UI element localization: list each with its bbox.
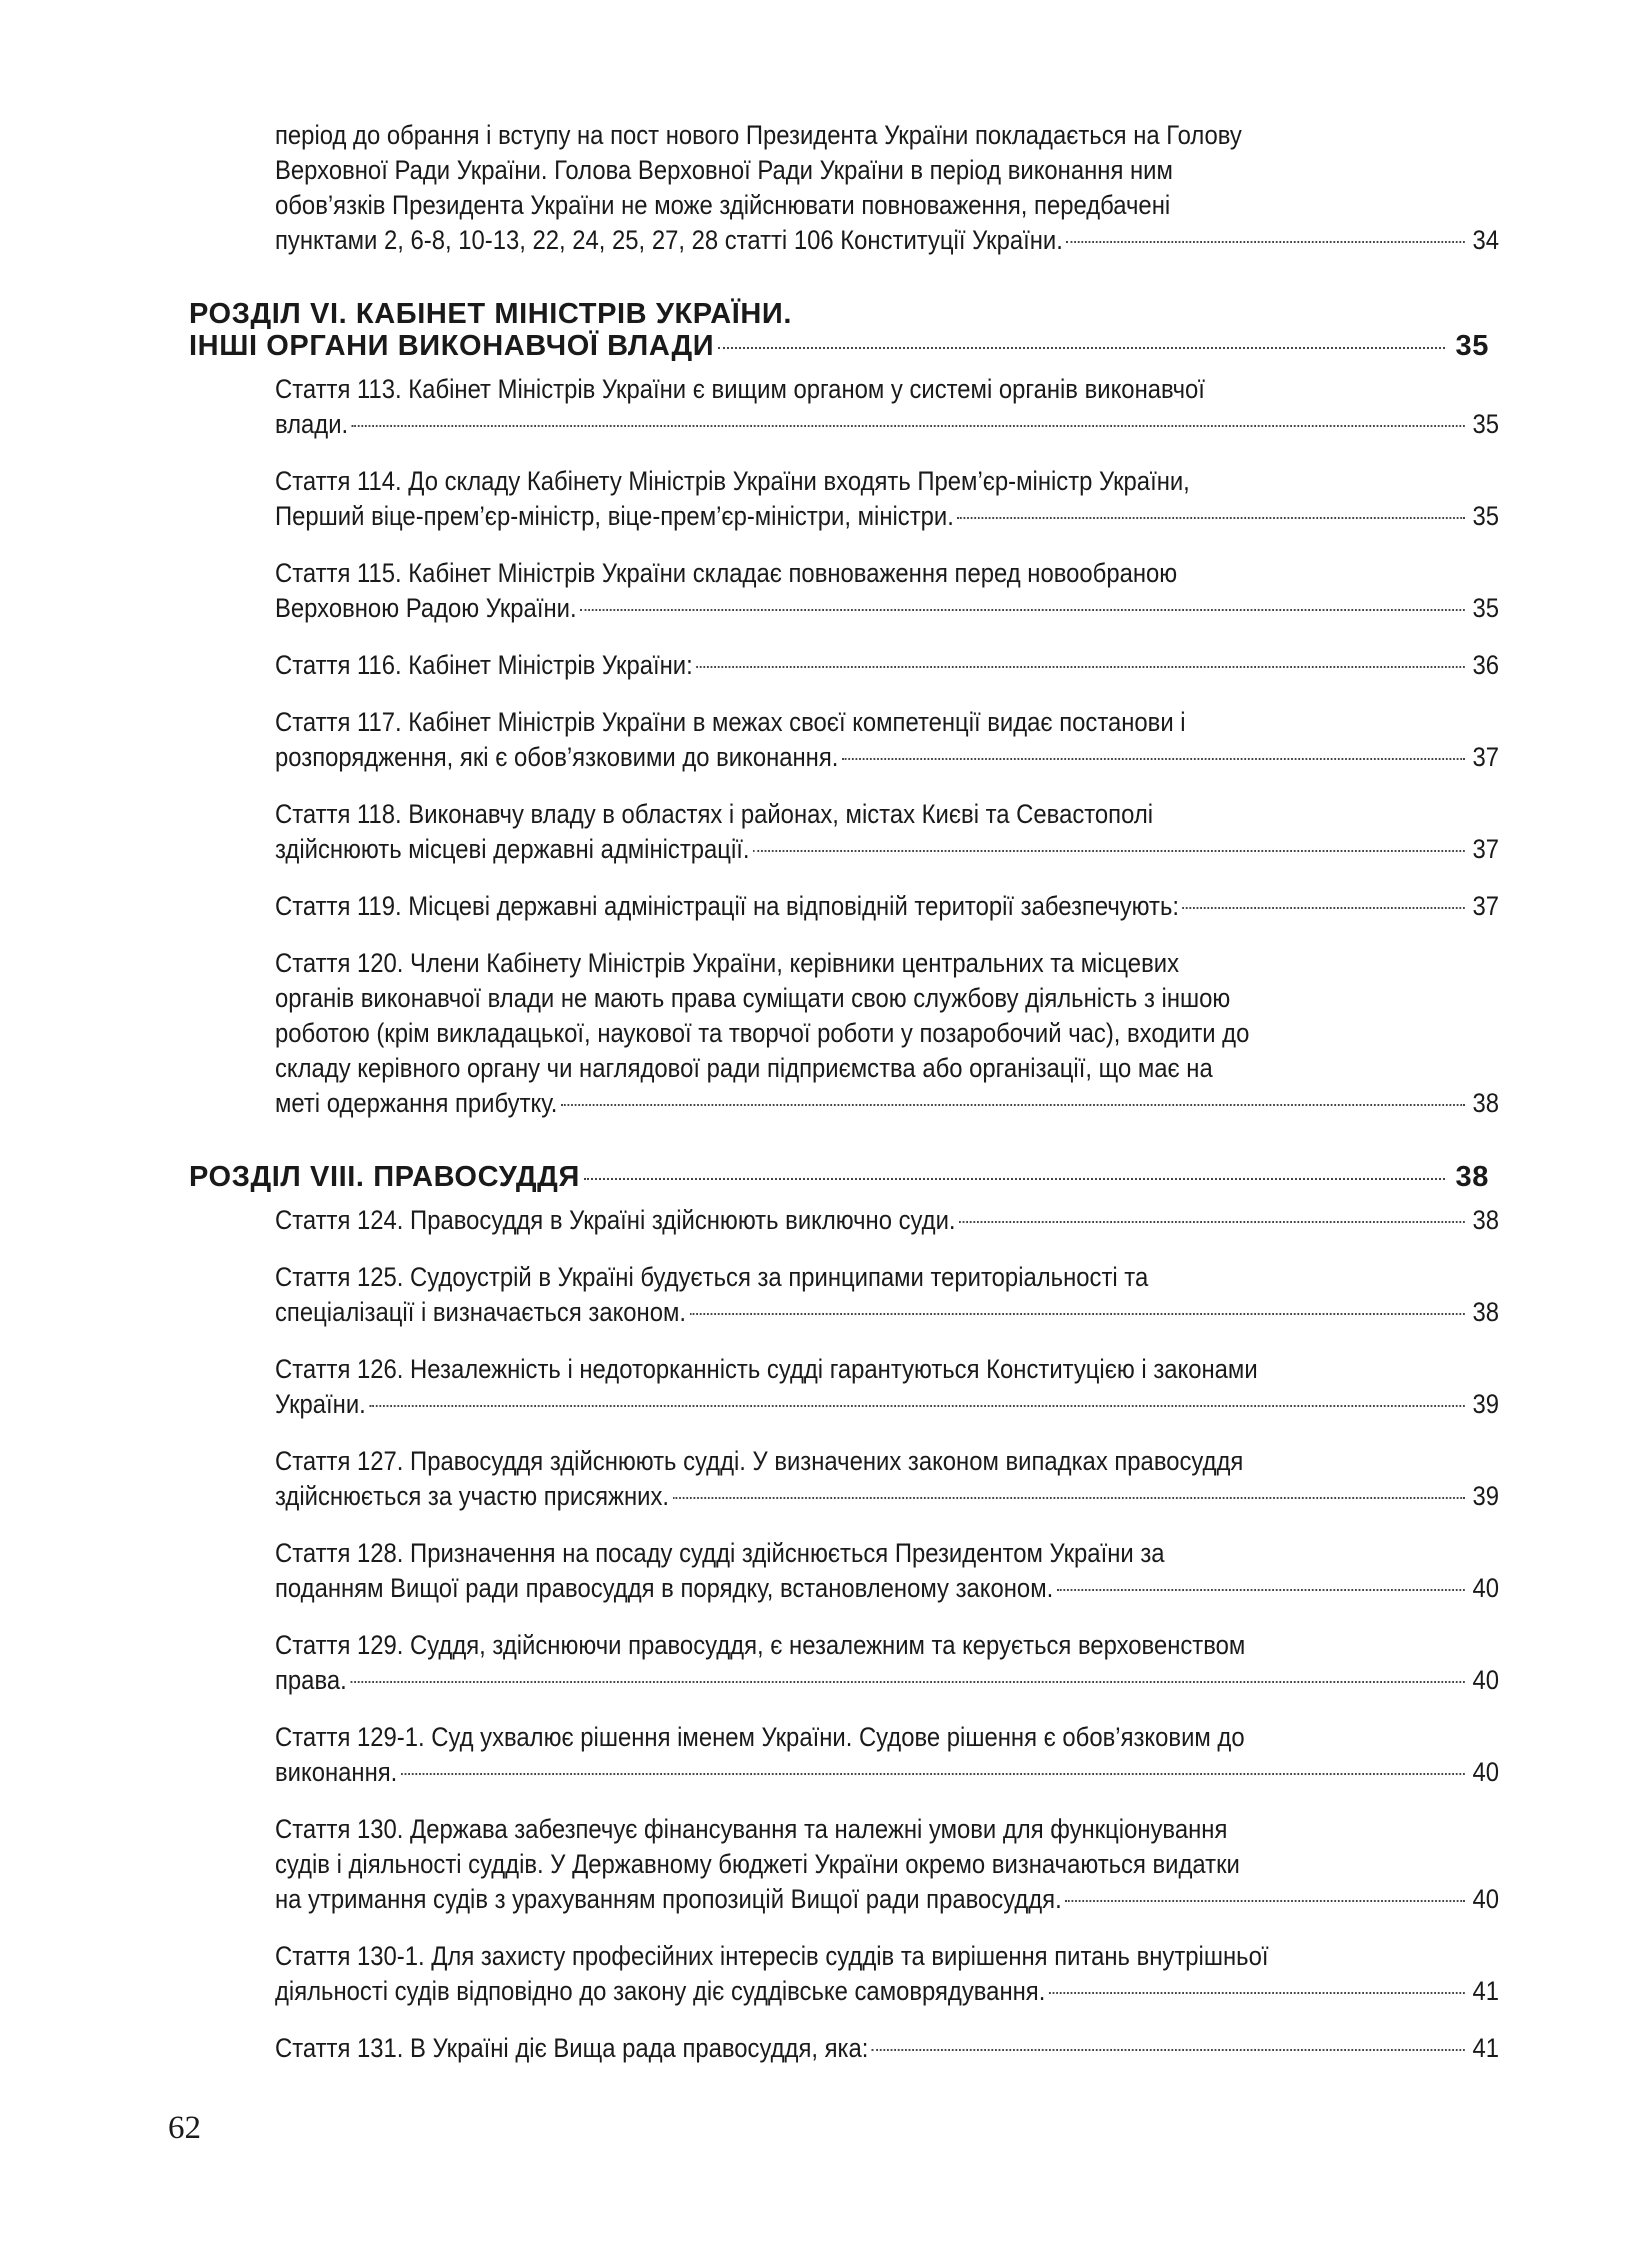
dot-leader (1049, 1992, 1465, 1994)
toc-page-number: 35 (1472, 409, 1499, 439)
dot-leader (696, 666, 1464, 668)
toc-page-number: 39 (1472, 1481, 1499, 1511)
dot-leader (1183, 907, 1465, 909)
toc-entry-line: Стаття 125. Судоустрій в Україні будується за принципами територіальності та (275, 1262, 1149, 1292)
toc-entry-line: Стаття 129-1. Суд ухвалює рішення іменем України. Судове рішення є обов’язковим до (275, 1722, 1245, 1752)
toc-entry-line: Стаття 120. Члени Кабінету Міністрів України, керівники центральних та місцевих (275, 948, 1180, 978)
toc-page-number: 41 (1472, 2033, 1499, 2063)
toc-entry-line: Стаття 114. До складу Кабінету Міністрів України входять Прем’єр-міністр України, (275, 466, 1190, 496)
toc-entry (275, 1939, 1499, 2009)
toc-entry (275, 1203, 1499, 1238)
dot-leader (561, 1104, 1465, 1106)
toc-entry-line: на утримання судів з урахуванням пропозицій Вищої ради правосуддя. (275, 1884, 1062, 1914)
toc-page-number: 35 (1472, 501, 1499, 531)
toc-page-number: 40 (1472, 1884, 1499, 1914)
toc-page-number: 35 (1472, 593, 1499, 623)
toc-entry-line: ІНШІ ОРГАНИ ВИКОНАВЧОЇ ВЛАДИ (189, 330, 715, 362)
toc-entry (275, 1260, 1499, 1330)
table-of-contents (189, 118, 1499, 2066)
dot-leader (1065, 1900, 1464, 1902)
toc-page-number: 38 (1472, 1088, 1499, 1118)
toc-entry (275, 889, 1499, 924)
toc-entry-line: складу керівного органу чи наглядової ради підприємства або організації, що має на (275, 1053, 1213, 1083)
toc-entry-line: Стаття 129. Суддя, здійснюючи правосуддя, є незалежним та керується верховенством (275, 1630, 1246, 1660)
toc-entry-line: Стаття 126. Незалежність і недоторканність судді гарантуються Конституцією і законами (275, 1354, 1258, 1384)
toc-entry-line: Верховної Ради України. Голова Верховної Ради України в період виконання ним (275, 155, 1173, 185)
toc-entry-line: Стаття 119. Місцеві державні адміністрації на відповідній території забезпечують: (275, 891, 1180, 921)
toc-entry-line: РОЗДІЛ VIII. ПРАВОСУДДЯ (189, 1161, 580, 1193)
toc-entry (275, 1536, 1499, 1606)
toc-page-number: 37 (1472, 834, 1499, 864)
toc-entry-line: Стаття 116. Кабінет Міністрів України: (275, 650, 693, 680)
toc-entry-line: пунктами 2, 6-8, 10-13, 22, 24, 25, 27, 28 статті 106 Конституції України. (275, 225, 1063, 255)
toc-entry-line: Стаття 118. Виконавчу владу в областях і районах, містах Києві та Севастополі (275, 799, 1154, 829)
dot-leader (690, 1313, 1465, 1315)
toc-entry-line: здійснюється за участю присяжних. (275, 1481, 670, 1511)
toc-entry-line: виконання. (275, 1757, 398, 1787)
toc-entry-line: обов’язків Президента України не може здійснювати повноваження, передбачені (275, 190, 1171, 220)
toc-entry-line: період до обрання і вступу на пост нового Президента України покладається на Голову (275, 120, 1242, 150)
toc-entry-line: меті одержання прибутку. (275, 1088, 558, 1118)
toc-entry-line: роботою (крім викладацької, наукової та творчої роботи у позаробочий час), входити до (275, 1018, 1250, 1048)
toc-entry (275, 946, 1499, 1121)
toc-entry (275, 372, 1499, 442)
toc-entry-line: Стаття 115. Кабінет Міністрів України складає повноваження перед новообраною (275, 558, 1178, 588)
toc-entry-line: діяльності судів відповідно до закону діє суддівське самоврядування. (275, 1976, 1046, 2006)
toc-section-heading (189, 298, 1489, 362)
toc-entry-line: України. (275, 1389, 366, 1419)
toc-entry (275, 648, 1499, 683)
toc-page-number: 38 (1472, 1205, 1499, 1235)
toc-entry-line: Стаття 124. Правосуддя в Україні здійснюють виключно суди. (275, 1205, 956, 1235)
toc-page-number: 41 (1472, 1976, 1499, 2006)
toc-page-number: 37 (1472, 891, 1499, 921)
toc-page-number: 40 (1472, 1757, 1499, 1787)
dot-leader (842, 758, 1465, 760)
dot-leader (957, 517, 1464, 519)
dot-leader (959, 1221, 1465, 1223)
toc-entry (275, 2031, 1499, 2066)
toc-entry-line: органів виконавчої влади не мають права суміщати свою службову діяльність з іншою (275, 983, 1231, 1013)
dot-leader (580, 609, 1465, 611)
dot-leader (753, 850, 1465, 852)
toc-page-number: 37 (1472, 742, 1499, 772)
toc-entry-line: Перший віце-прем’єр-міністр, віце-прем’єр-міністри, міністри. (275, 501, 954, 531)
toc-entry-line: РОЗДІЛ VI. КАБІНЕТ МІНІСТРІВ УКРАЇНИ. (189, 298, 792, 330)
toc-entry-line: здійснюють місцеві державні адміністрації. (275, 834, 750, 864)
page-number: 62 (168, 2110, 201, 2146)
toc-entry-line: Стаття 117. Кабінет Міністрів України в межах своєї компетенції видає постанови і (275, 707, 1186, 737)
toc-page-number: 35 (1455, 330, 1489, 362)
dot-leader (350, 1681, 1464, 1683)
toc-entry (275, 797, 1499, 867)
toc-entry-line: Стаття 127. Правосуддя здійснюють судді. У визначених законом випадках правосуддя (275, 1446, 1244, 1476)
toc-entry (275, 705, 1499, 775)
dot-leader (1057, 1589, 1465, 1591)
toc-entry (275, 556, 1499, 626)
toc-entry-line: Верховною Радою України. (275, 593, 577, 623)
toc-entry-line: спеціалізації і визначається законом. (275, 1297, 687, 1327)
toc-entry (275, 118, 1499, 258)
toc-entry-line: Стаття 130-1. Для захисту професійних інтересів суддів та вирішення питань внутрішньої (275, 1941, 1269, 1971)
toc-entry-line: права. (275, 1665, 347, 1695)
toc-entry-line: розпорядження, які є обов’язковими до виконання. (275, 742, 839, 772)
toc-entry (275, 1444, 1499, 1514)
toc-page-number: 34 (1472, 225, 1499, 255)
toc-page-number: 38 (1472, 1297, 1499, 1327)
dot-leader (401, 1773, 1465, 1775)
toc-entry-line: Стаття 131. В Україні діє Вища рада правосуддя, яка: (275, 2033, 869, 2063)
dot-leader (872, 2049, 1465, 2051)
toc-page-number: 39 (1472, 1389, 1499, 1419)
dot-leader (718, 347, 1445, 349)
toc-section-heading (189, 1161, 1489, 1193)
toc-entry-line: Стаття 113. Кабінет Міністрів України є вищим органом у системі органів виконавчої (275, 374, 1205, 404)
dot-leader (584, 1178, 1445, 1180)
dot-leader (369, 1405, 1464, 1407)
toc-entry (275, 1720, 1499, 1790)
toc-entry-line: Стаття 128. Призначення на посаду судді здійснюється Президентом України за (275, 1538, 1165, 1568)
dot-leader (1066, 241, 1464, 243)
toc-page-number: 38 (1455, 1161, 1489, 1193)
toc-entry (275, 1352, 1499, 1422)
toc-entry (275, 464, 1499, 534)
toc-entry-line: влади. (275, 409, 349, 439)
toc-entry-line: Стаття 130. Держава забезпечує фінансування та належні умови для функціонування (275, 1814, 1228, 1844)
toc-entry-line: судів і діяльності суддів. У Державному бюджеті України окремо визначаються видатки (275, 1849, 1240, 1879)
toc-entry (275, 1628, 1499, 1698)
dot-leader (352, 425, 1465, 427)
dot-leader (673, 1497, 1465, 1499)
toc-page-number: 40 (1472, 1573, 1499, 1603)
toc-entry (275, 1812, 1499, 1917)
toc-page-number: 40 (1472, 1665, 1499, 1695)
toc-entry-line: поданням Вищої ради правосуддя в порядку, встановленому законом. (275, 1573, 1054, 1603)
toc-page-number: 36 (1472, 650, 1499, 680)
